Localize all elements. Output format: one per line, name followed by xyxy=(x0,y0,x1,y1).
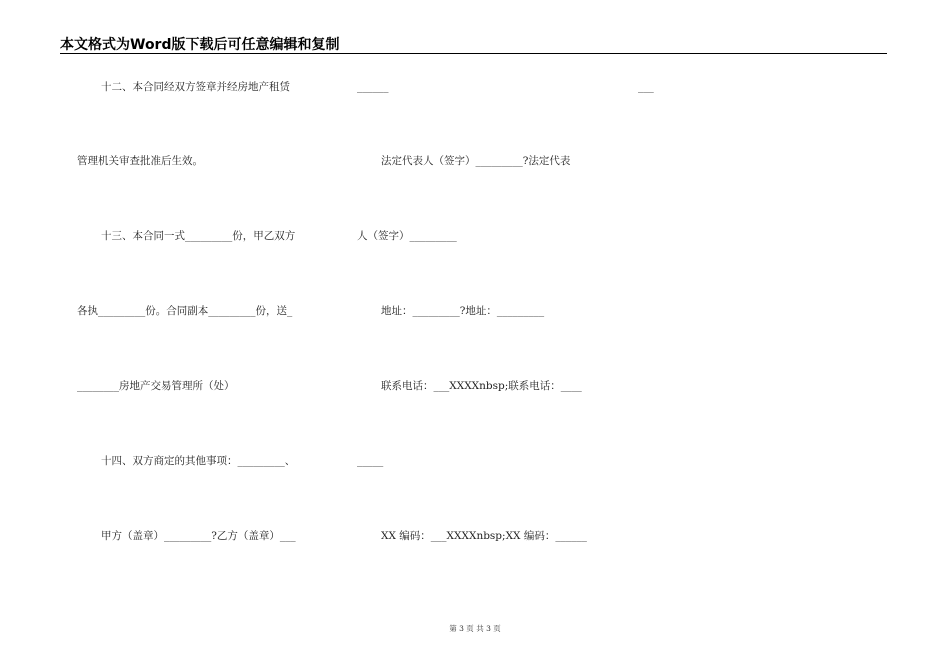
clause-12-line: 十二、本合同经双方签章并经房地产租赁 xyxy=(101,81,290,93)
postal-code-line: XX 编码：___XXXXnbsp;XX 编码：______ xyxy=(381,530,587,542)
clause-13-continuation-2: ________房地产交易管理所（处） xyxy=(77,380,235,392)
party-seal-line: 甲方（盖章）_________?乙方（盖章）___ xyxy=(101,530,296,542)
right-blank-2: _____ xyxy=(357,455,384,467)
clause-12-continuation: 管理机关审查批准后生效。 xyxy=(77,155,203,167)
right-far-blank: ___ xyxy=(638,81,654,93)
address-line: 地址：_________?地址：_________ xyxy=(381,305,545,317)
document-header-title: 本文格式为Word版下载后可任意编辑和复制 xyxy=(60,37,340,53)
header-divider xyxy=(60,53,887,54)
clause-13-line: 十三、本合同一式_________份，甲乙双方 xyxy=(101,230,296,242)
legal-rep-signature-continuation: 人（签字）_________ xyxy=(357,230,457,242)
phone-line: 联系电话：___XXXXnbsp;联系电话：____ xyxy=(381,380,582,392)
page-number-footer: 第 3 页 共 3 页 xyxy=(449,624,501,633)
clause-14-line: 十四、双方商定的其他事项：_________、 xyxy=(101,455,296,467)
clause-13-continuation: 各执_________份。合同副本_________份，送_ xyxy=(77,305,293,317)
right-blank-1: ______ xyxy=(357,81,389,93)
legal-rep-signature-line: 法定代表人（签字）_________?法定代表 xyxy=(381,155,571,167)
